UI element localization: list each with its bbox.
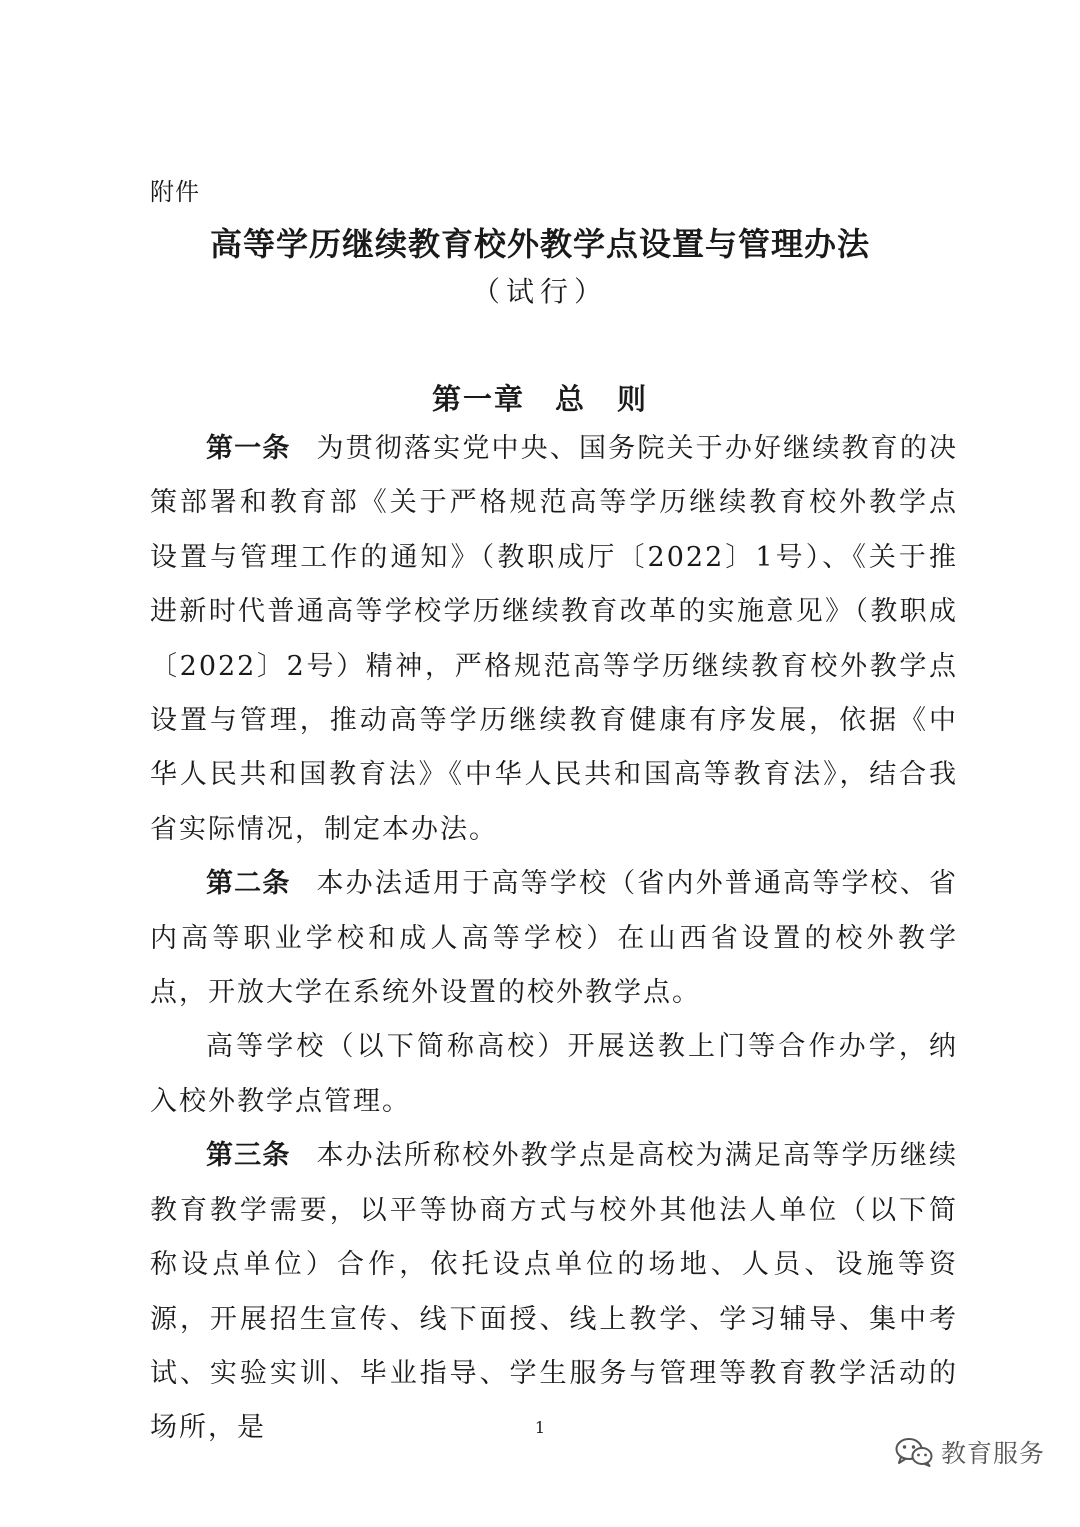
document-subtitle: （试行） bbox=[471, 275, 608, 308]
paragraph bbox=[150, 422, 958, 857]
document-title: 高等学历继续教育校外教学点设置与管理办法 bbox=[209, 225, 870, 263]
attachment-label: 附件 bbox=[150, 178, 200, 206]
watermark bbox=[895, 1435, 1045, 1469]
article-number: 第三条 bbox=[206, 1140, 291, 1172]
paragraph-text: 本办法适用于高等学校（省内外普通高等学校、省内高等职业学校和成人高等学校）在山西省设置的校外教学点，开放大学在系统外设置的校外教学点。 bbox=[150, 868, 958, 1009]
chapter-heading bbox=[0, 377, 1080, 418]
paragraph bbox=[150, 857, 958, 1020]
article-number: 第一条 bbox=[206, 433, 291, 464]
paragraph-text: 本办法所称校外教学点是高校为满足高等学历继续教育教学需要，以平等协商方式与校外其他法人单位（以下简称设点单位）合作，依托设点单位的场地、人员、设施等资源，开展招生宣传、线下面授、线上教学、学习辅导、集中考试、实验实训、毕业指导、学生服务与管理等教育教学活动的场所，是 bbox=[150, 1140, 958, 1444]
document-body bbox=[150, 422, 958, 1456]
article-number: 第二条 bbox=[206, 868, 291, 900]
watermark-text: 教育服务 bbox=[941, 1439, 1046, 1468]
page-number: 1 bbox=[534, 1418, 546, 1437]
chapter-number: 第一章 bbox=[431, 382, 525, 416]
paragraph-text: 高等学校（以下简称高校）开展送教上门等合作办学，纳入校外教学点管理。 bbox=[150, 1031, 958, 1117]
chapter-name: 总 则 bbox=[555, 382, 649, 416]
paragraph bbox=[150, 1020, 958, 1129]
paragraph bbox=[150, 1129, 958, 1455]
wechat-icon bbox=[895, 1437, 933, 1467]
paragraph-text: 为贯彻落实党中央、国务院关于办好继续教育的决策部署和教育部《关于严格规范高等学历继续教育校外教学点设置与管理工作的通知》（教职成厅〔2022〕1号）、《关于推进新时代普通高等学校学历继续教育改革的实施意见》（教职成〔2022〕2号）精神，严格规范高等学历继续教育校外教学点设置与管理，推动高等学历继续教育健康有序发展，依据《中华人民共和国教育法》《中华人民共和国高等教育法》，结合我省实际情况，制定本办法。 bbox=[150, 433, 958, 845]
